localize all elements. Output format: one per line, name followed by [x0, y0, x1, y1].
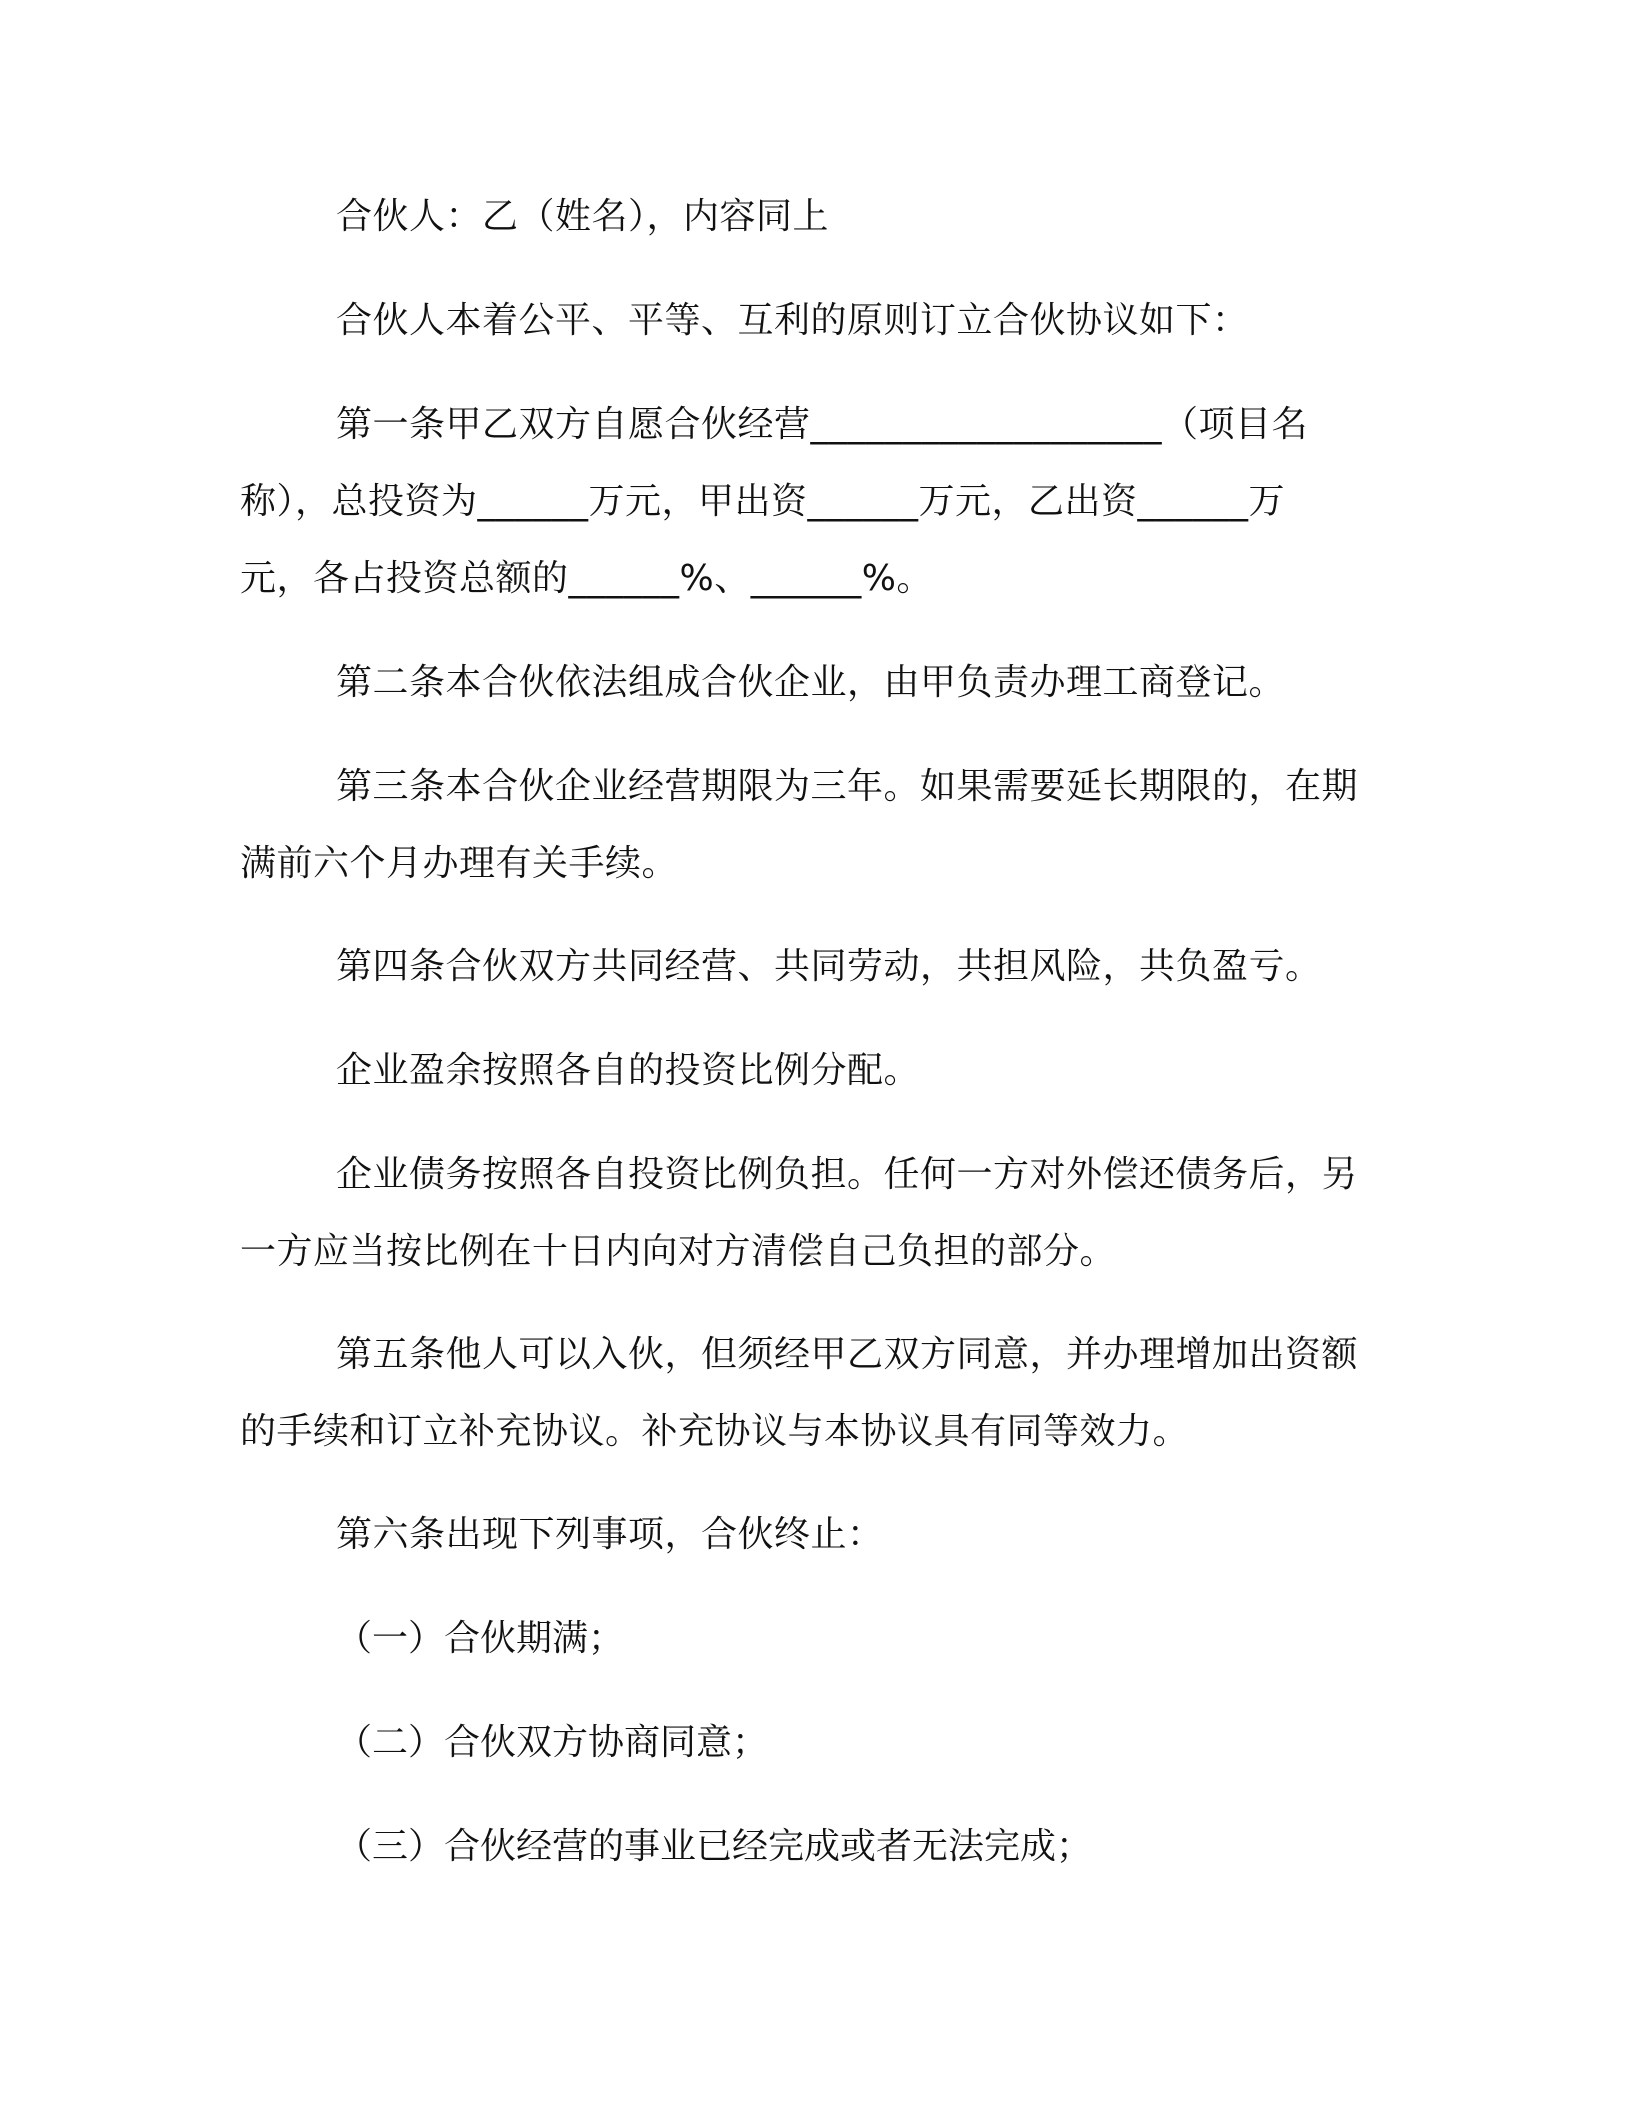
- paragraph-article-6: [240, 1496, 1380, 1573]
- paragraph-preamble: [240, 282, 1380, 359]
- paragraph-article-2: [240, 644, 1380, 721]
- paragraph-article-5: [240, 1316, 1380, 1470]
- text-line: 企业盈余按照各自的投资比例分配。: [336, 1050, 921, 1091]
- text-line: 一方应当按比例在十日内向对方清偿自己负担的部分。: [240, 1231, 1117, 1272]
- paragraph-article-3: [240, 748, 1380, 902]
- paragraph-debt-sharing: [240, 1136, 1380, 1290]
- paragraph-partner-b: [240, 178, 1380, 255]
- text-line: 称），总投资为______万元，甲出资______万元，乙出资______万: [240, 481, 1286, 522]
- text-line: 的手续和订立补充协议。补充协议与本协议具有同等效力。: [240, 1411, 1190, 1452]
- list-item: （三）合伙经营的事业已经完成或者无法完成；: [336, 1826, 1093, 1867]
- text-line: 第一条甲乙双方自愿合伙经营___________________（项目名: [336, 404, 1309, 445]
- list-item: （一）合伙期满；: [336, 1618, 625, 1659]
- paragraph-profit-distribution: [240, 1032, 1380, 1109]
- paragraph-article-1: [240, 386, 1380, 617]
- text-line: 第四条合伙双方共同经营、共同劳动，共担风险，共负盈亏。: [336, 946, 1322, 987]
- text-line: 合伙人本着公平、平等、互利的原则订立合伙协议如下：: [336, 300, 1249, 341]
- text-line: 元，各占投资总额的______%、______%。: [240, 558, 933, 599]
- text-line: 第二条本合伙依法组成合伙企业，由甲负责办理工商登记。: [336, 662, 1286, 703]
- text-line: 满前六个月办理有关手续。: [240, 843, 679, 884]
- text-line: 企业债务按照各自投资比例负担。任何一方对外偿还债务后，另: [336, 1154, 1359, 1195]
- text-line: 第三条本合伙企业经营期限为三年。如果需要延长期限的，在期: [336, 766, 1359, 807]
- text-line: 第六条出现下列事项，合伙终止：: [336, 1514, 884, 1555]
- text-line: 合伙人：乙（姓名），内容同上: [336, 196, 830, 237]
- list-item: （二）合伙双方协商同意；: [336, 1722, 769, 1763]
- text-line: 第五条他人可以入伙，但须经甲乙双方同意，并办理增加出资额: [336, 1334, 1359, 1375]
- paragraph-article-4: [240, 928, 1380, 1005]
